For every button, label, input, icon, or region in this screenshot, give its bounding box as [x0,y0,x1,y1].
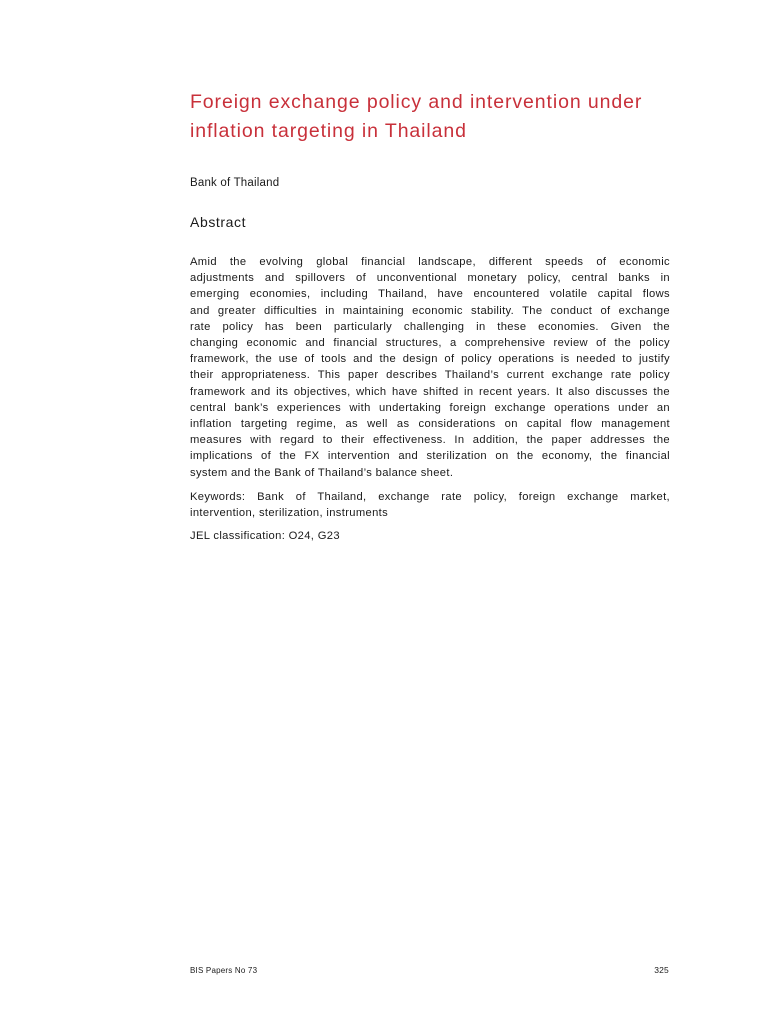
abstract-line: system and the Bank of Thailand’s balance sheet. [190,466,454,479]
abstract-line: central bank’s experiences with undertaking foreign exchange operations under an [190,401,670,414]
abstract-line: framework, the use of tools and the design of policy operations is needed to justify [190,353,670,366]
abstract-line: their appropriateness. This paper describes Thailand’s current exchange rate policy [190,369,670,382]
abstract-line: framework and its objectives, which have shifted in recent years. It also discusses the [190,385,670,398]
keywords [190,489,670,521]
title-line: inflation targeting in Thailand [190,120,467,142]
abstract-line: adjustments and spillovers of unconventional monetary policy, central banks in [190,272,670,285]
abstract-body [190,254,670,481]
abstract-line: measures with regard to their effectiveness. In addition, the paper addresses the [190,434,670,447]
keywords-line: Keywords: Bank of Thailand, exchange rate policy, foreign exchange market, [190,491,670,503]
abstract-line: implications of the FX intervention and sterilization on the economy, the financial [190,450,670,463]
abstract-line: changing economic and financial structures, a comprehensive review of the policy [190,337,670,350]
page-number: 325 [654,965,669,975]
abstract-line: Amid the evolving global financial landscape, different speeds of economic [190,256,670,268]
abstract-line: rate policy has been particularly challenging in these economies. Given the [190,320,670,333]
abstract-line: emerging economies, including Thailand, have encountered volatile capital flows [190,288,670,301]
abstract-line: inflation targeting regime, as well as considerations on capital flow management [190,418,670,431]
footer-publication: BIS Papers No 73 [190,966,258,975]
abstract-line: and greater difficulties in maintaining economic stability. The conduct of exchange [190,304,670,317]
jel-classification: JEL classification: O24, G23 [190,530,340,542]
paper-title [190,88,670,146]
author: Bank of Thailand [190,177,280,189]
abstract-heading: Abstract [190,214,247,230]
keywords-line: intervention, sterilization, instruments [190,507,389,520]
title-line: Foreign exchange policy and intervention under [190,91,643,113]
